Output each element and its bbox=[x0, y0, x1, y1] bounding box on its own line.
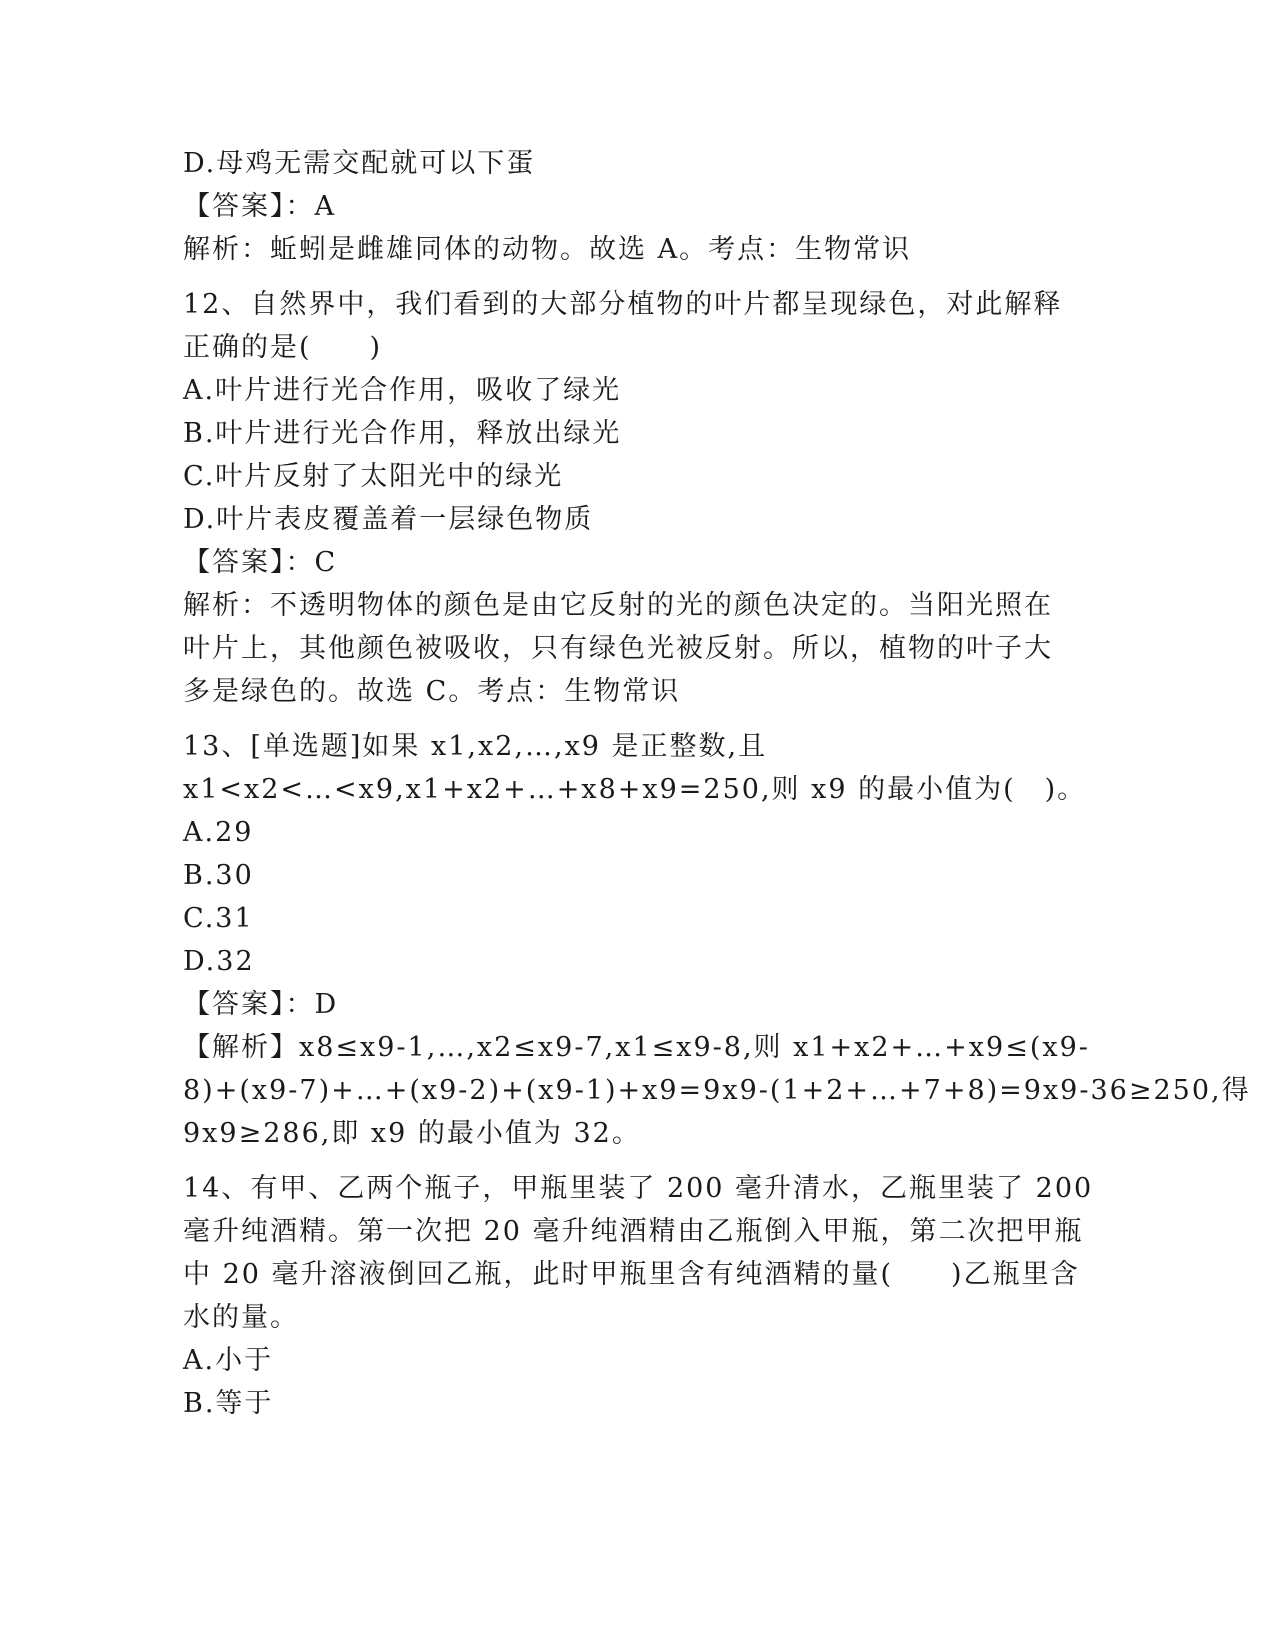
q12-answer: 【答案】：C bbox=[183, 547, 338, 578]
q14-option-b: B.等于 bbox=[183, 1388, 274, 1419]
q12-option-d: D.叶片表皮覆盖着一层绿色物质 bbox=[183, 504, 594, 535]
q14-stem-line4: 水的量。 bbox=[183, 1302, 299, 1333]
q13-option-b: B.30 bbox=[183, 860, 254, 891]
q13-answer: 【答案】：D bbox=[183, 989, 339, 1020]
q13-option-d: D.32 bbox=[183, 946, 255, 977]
q12-option-c: C.叶片反射了太阳光中的绿光 bbox=[183, 461, 564, 492]
q12-stem-line1: 12、自然界中，我们看到的大部分植物的叶片都呈现绿色，对此解释 bbox=[183, 289, 1063, 320]
q12-analysis-line2: 叶片上，其他颜色被吸收，只有绿色光被反射。所以，植物的叶子大 bbox=[183, 633, 1053, 664]
q13-option-c: C.31 bbox=[183, 903, 254, 934]
q13-option-a: A.29 bbox=[183, 817, 254, 848]
q12-analysis-line1: 解析：不透明物体的颜色是由它反射的光的颜色决定的。当阳光照在 bbox=[183, 590, 1053, 621]
q14-stem-line3: 中 20 毫升溶液倒回乙瓶，此时甲瓶里含有纯酒精的量( )乙瓶里含 bbox=[183, 1259, 1080, 1290]
q12-analysis-line3: 多是绿色的。故选 C。考点：生物常识 bbox=[183, 676, 681, 707]
q11-answer: 【答案】：A bbox=[183, 191, 336, 222]
q12-option-b: B.叶片进行光合作用，释放出绿光 bbox=[183, 418, 622, 449]
q12-option-a: A.叶片进行光合作用，吸收了绿光 bbox=[183, 375, 622, 406]
q12-stem-line2: 正确的是( ) bbox=[183, 332, 383, 363]
q13-stem-line1: 13、[单选题]如果 x1,x2,…,x9 是正整数,且 bbox=[183, 731, 768, 762]
q14-stem-line1: 14、有甲、乙两个瓶子，甲瓶里装了 200 毫升清水，乙瓶里装了 200 bbox=[183, 1173, 1094, 1204]
q13-analysis-line3: 9x9≥286,即 x9 的最小值为 32。 bbox=[183, 1118, 641, 1149]
document-page bbox=[183, 142, 1251, 1425]
q14-option-a: A.小于 bbox=[183, 1345, 274, 1376]
q14-stem-line2: 毫升纯酒精。第一次把 20 毫升纯酒精由乙瓶倒入甲瓶，第二次把甲瓶 bbox=[183, 1216, 1084, 1247]
q13-stem-line2: x1<x2<…<x9,x1+x2+…+x8+x9=250,则 x9 的最小值为( )。 bbox=[183, 774, 1087, 805]
q13-analysis-line1: 【解析】x8≤x9-1,…,x2≤x9-7,x1≤x9-8,则 x1+x2+…+x9≤(x9- bbox=[183, 1032, 1090, 1063]
q13-analysis-line2: 8)+(x9-7)+…+(x9-2)+(x9-1)+x9=9x9-(1+2+…+7+8)=9x9-36≥250,得 bbox=[183, 1075, 1251, 1106]
q11-analysis: 解析：蚯蚓是雌雄同体的动物。故选 A。考点：生物常识 bbox=[183, 234, 912, 265]
q11-option-d: D.母鸡无需交配就可以下蛋 bbox=[183, 148, 536, 179]
